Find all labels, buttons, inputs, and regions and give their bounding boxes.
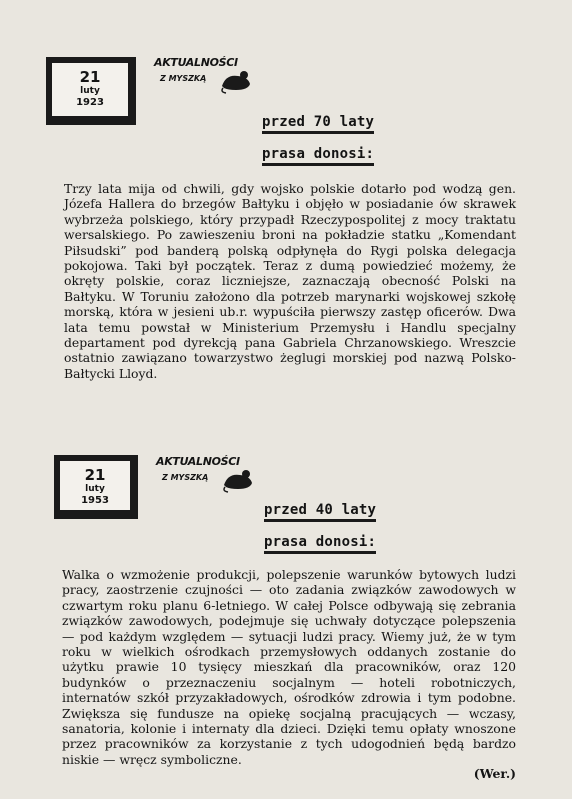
date-month: luty	[85, 484, 105, 494]
heading-press-reports: prasa donosi:	[264, 534, 376, 554]
logo-subtitle: Z MYSZKĄ	[160, 74, 207, 83]
date-month: luty	[80, 86, 100, 96]
article-body: Trzy lata mija od chwili, gdy wojsko polskie dotarło pod wodzą gen. Józefa Hallera do brzegów Bałtyku i objęło w posiadanie ów skrawek wybrzeża polskiego, który przypadł Rzeczypospolitej z mocy traktatu wersalskiego. Po zawieszeniu broni na pokładzie statku „Komendant Piłsudski” pod banderą polską odpłynęła do Rygi polska delegacja pokojowa. Taki był początek. Teraz z dumą powiedzieć możemy, że okręty polskie, coraz liczniejsze, zaznaczają obecność Polski na Bałtyku. W Toruniu założono dla potrzeb marynarki wojskowej szkołę morską, która w jesieni ub.r. wypuściła pierwszy zastęp oficerów. Dwa lata temu powstał w Ministerium Przemysłu i Handlu specjalny departament pod dyrekcją pana Gabriela Chrzanowskiego. Wreszcie ostatnio zawiązano towarzystwo żeglugi morskiej pod nazwą Polsko-Bałtycki Lloyd.	[64, 181, 516, 381]
date-year: 1953	[81, 495, 109, 506]
article-body-text: Walka o wzmożenie produkcji, polepszenie warunków bytowych ludzi pracy, zaostrzenie czujności — oto zadania związków zawodowych w czwartym roku planu 6-letniego. W całej Polsce odbywają się zebrania związków zawodowych, podejmuje się uchwały dotyczące polepszenia — pod każdym względem — sytuacji ludzi pracy. Wiemy już, że w tym roku w wielkich ośrodkach przemysłowych oddanych zostanie do użytku prawie 10 tysięcy mieszkań dla pracowników, oraz 120 budynków o przeznaczeniu socjalnym — hoteli robotniczych, internatów szkół przyzakładowych, ośrodków zdrowia i tym podobne. Zwiększa się fundusze na opiekę socjalną pracujących — wczasy, sanatoria, kolonie i internaty dla dzieci. Dzięki temu opłaty wnoszone przez pracowników za korzystanie z tych udogodnień będą bardzo niskie — wręcz symboliczne.	[62, 567, 516, 767]
article-body	[62, 567, 516, 782]
column-logo	[156, 455, 256, 495]
logo-title: AKTUALNOŚCI	[156, 455, 240, 468]
date-day: 21	[79, 68, 101, 86]
column-logo	[154, 56, 254, 96]
date-box	[46, 57, 136, 125]
logo-title: AKTUALNOŚCI	[154, 56, 238, 69]
date-year: 1923	[76, 97, 104, 108]
logo-subtitle: Z MYSZKĄ	[162, 473, 209, 482]
heading-years-ago: przed 40 laty	[264, 502, 376, 522]
heading-press-reports: prasa donosi:	[262, 146, 374, 166]
heading-years-ago: przed 70 laty	[262, 114, 374, 134]
mouse-icon	[220, 66, 254, 94]
date-box	[54, 455, 138, 519]
mouse-icon	[222, 465, 256, 493]
author-signature: (Wer.)	[473, 766, 516, 782]
date-day: 21	[84, 466, 106, 484]
